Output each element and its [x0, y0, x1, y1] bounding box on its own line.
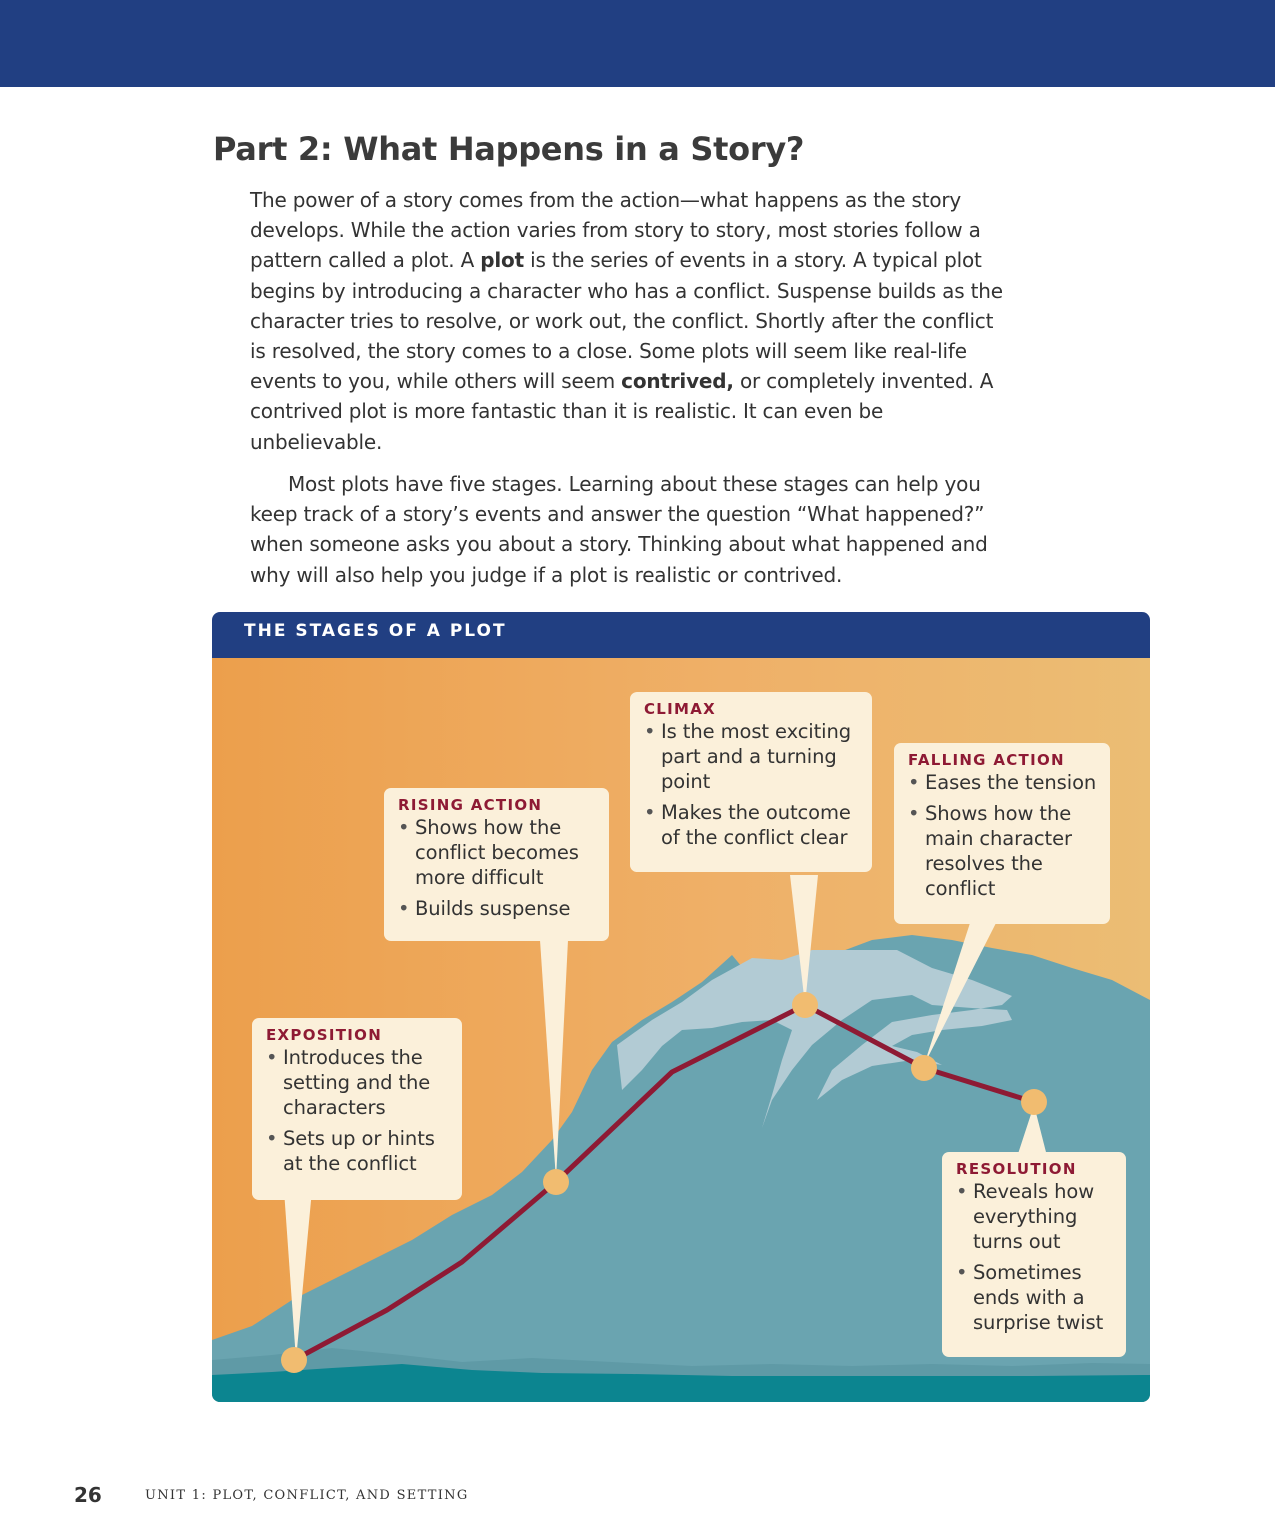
stage-heading: EXPOSITION [266, 1026, 383, 1044]
stage-heading: RESOLUTION [956, 1160, 1077, 1178]
plot-point-falling-action [911, 1055, 937, 1081]
plot-stages-figure [212, 612, 1150, 1402]
intro-paragraph [250, 185, 1010, 457]
stage-bullet: • Shows how the main character resolves the conflict [908, 801, 1098, 901]
stage-heading: FALLING ACTION [908, 751, 1065, 769]
stage-bullet: • Builds suspense [398, 896, 597, 921]
stage-heading: CLIMAX [644, 700, 717, 718]
top-banner [0, 0, 1275, 87]
plot-point-resolution [1021, 1089, 1047, 1115]
stage-bullet: • Sets up or hints at the conflict [266, 1126, 450, 1176]
callout-exposition [252, 1018, 462, 1200]
stage-bullet: • Is the most exciting part and a turning point [644, 719, 860, 794]
paragraph-text: Most plots have five stages. Learning about these stages can help you keep track of a story’s events and answer the question “What happened?” when someone asks you about a story. Thinking about what happened and why will also help you judge if a plot is realistic or contrived. [250, 472, 988, 587]
unit-footer: UNIT 1: PLOT, CONFLICT, AND SETTING [145, 1488, 469, 1503]
page-title: Part 2: What Happens in a Story? [213, 130, 805, 168]
term-plot: plot [480, 248, 524, 273]
paragraph-text: or completely invented. A contrived plot is more fantastic than it is realistic. It can even be unbelievable. [250, 369, 994, 454]
term-contrived: contrived, [621, 369, 734, 394]
stage-bullet: • Introduces the setting and the characters [266, 1045, 450, 1120]
stage-heading: RISING ACTION [398, 796, 543, 814]
stage-bullet: • Eases the tension [908, 770, 1098, 795]
stage-bullet: • Makes the outcome of the conflict clear [644, 800, 860, 850]
callout-resolution [942, 1152, 1126, 1357]
figure-title: THE STAGES OF A PLOT [244, 621, 507, 641]
figure-header [212, 612, 1150, 658]
plot-point-rising-action [543, 1169, 569, 1195]
paragraph-text: The power of a story comes from the action—what happens as the story develops. While the action varies from story to story, most stories follow a pattern called a plot. A [250, 188, 981, 273]
callout-falling-action [894, 743, 1110, 924]
callout-rising-action [384, 788, 609, 941]
stage-bullet: • Reveals how everything turns out [956, 1179, 1114, 1254]
page-number: 26 [74, 1483, 102, 1507]
plot-point-exposition [281, 1347, 307, 1373]
plot-point-climax [792, 992, 818, 1018]
stages-paragraph [250, 469, 1010, 590]
callout-climax [630, 692, 872, 872]
stage-bullet: • Sometimes ends with a surprise twist [956, 1260, 1114, 1335]
stage-bullet: • Shows how the conflict becomes more difficult [398, 815, 597, 890]
paragraph-text: is the series of events in a story. A typical plot begins by introducing a character who has a conflict. Suspense builds as the character tries to resolve, or work out, the conflict. Shortly after the conflict is resolved, the story comes to a close. Some plots will seem like real-life events to you, while others will seem [250, 248, 1003, 394]
